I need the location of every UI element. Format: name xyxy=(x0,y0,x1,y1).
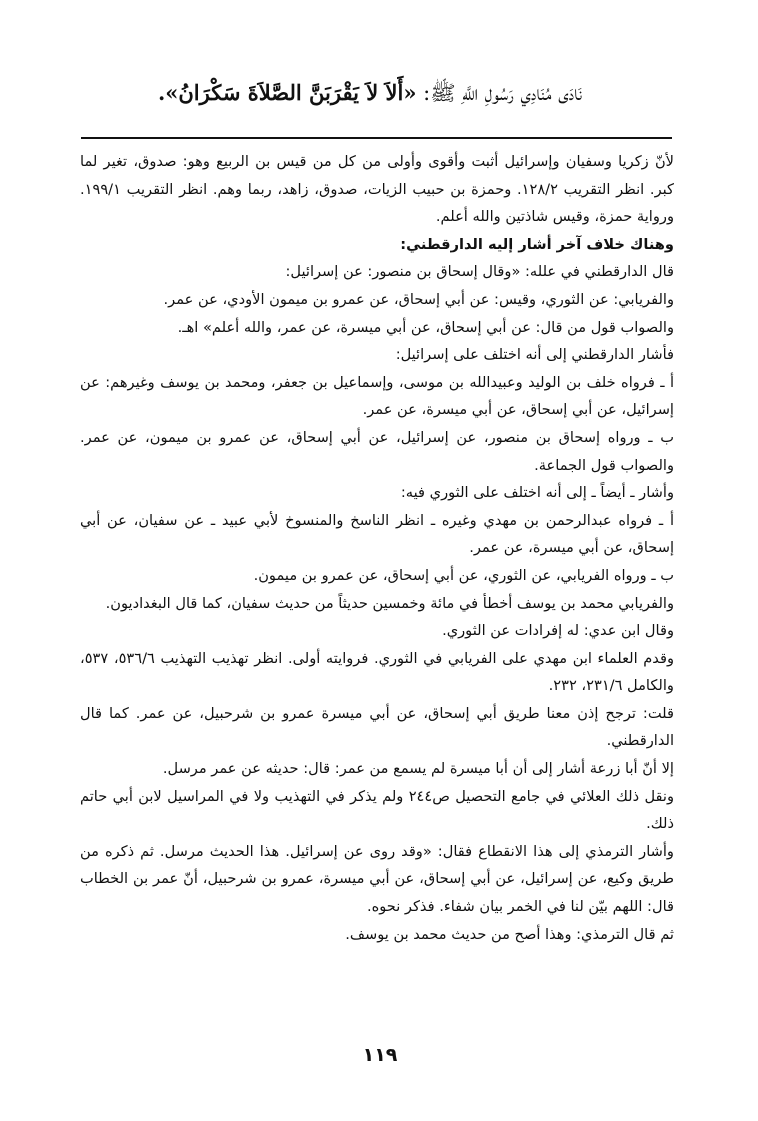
running-header xyxy=(120,78,620,108)
paragraph-17: ونقل ذلك العلائي في جامع التحصيل ص٢٤٤ ولم يذكر في التهذيب ولا في المراسيل لابن أبي حاتم ذلك. xyxy=(80,787,674,833)
paragraph-4: والفريابي: عن الثوري، وقيس: عن أبي إسحاق، عن عمرو بن ميمون الأودي، عن عمر. xyxy=(163,290,674,308)
page-number: ١١٩ xyxy=(362,1044,398,1066)
paragraph-3: قال الدارقطني في علله: «وقال إسحاق بن منصور: عن إسرائيل: xyxy=(285,263,674,281)
paragraph-18: وأشار الترمذي إلى هذا الانقطاع فقال: «وقد روى عن إسرائيل. هذا الحديث مرسل. ثم ذكره من طريق وكيع، عن إسرائيل، عن أبي إسحاق، عن أبي ميسرة، عمرو بن شرحبيل، أنّ عمر بن الخطاب قال: اللهم بيّن لنا في الخمر بيان شفاء. فذكر نحوه. xyxy=(80,842,674,916)
paragraph-7: أ ـ فرواه خلف بن الوليد وعبيدالله بن موسى، وإسماعيل بن جعفر، ومحمد بن يوسف وغيرهم: عن إسرائيل، عن أبي إسحاق، عن أبي ميسرة، عن عمر. xyxy=(80,373,674,419)
paragraph-5: والصواب قول من قال: عن أبي إسحاق، عن أبي ميسرة، عن عمر، والله أعلم» اهـ. xyxy=(177,318,674,336)
paragraph-12: والفريابي محمد بن يوسف أخطأ في مائة وخمسين حديثاً من حديث سفيان، كما قال البغداديون. xyxy=(105,594,674,612)
paragraph-15: قلت: ترجح إذن معنا طريق أبي إسحاق، عن أبي ميسرة عمرو بن شرحبيل، عن عمر. كما قال الدارقطني. xyxy=(80,704,674,750)
paragraph-13: وقال ابن عدي: له إفرادات عن الثوري. xyxy=(442,622,674,640)
header-divider xyxy=(81,137,672,139)
paragraph-14: وقدم العلماء ابن مهدي على الفريابي في الثوري. فروايته أولى. انظر تهذيب التهذيب ٥٣٦/٦، ٥٣٧، والكامل ٢٣١/٦، ٢٣٢. xyxy=(80,649,674,695)
paragraph-2: وهناك خلاف آخر أشار إليه الدارقطني: xyxy=(400,235,674,253)
paragraph-11: ب ـ ورواه الفريابي، عن الثوري، عن أبي إسحاق، عن عمرو بن ميمون. xyxy=(253,566,674,584)
paragraph-10: أ ـ فرواه عبدالرحمن بن مهدي وغيره ـ انظر الناسخ والمنسوخ لأبي عبيد ـ عن سفيان، عن أبي إسحاق، عن أبي ميسرة، عن عمر. xyxy=(80,511,674,557)
body-text xyxy=(80,148,674,1028)
paragraph-6: فأشار الدارقطني إلى أنه اختلف على إسرائيل: xyxy=(395,346,674,364)
paragraph-19: ثم قال الترمذي: وهذا أصح من حديث محمد بن يوسف. xyxy=(345,925,674,943)
header-quote: «أَلاَ لاَ يَقْرَبَنَّ الصَّلاَةَ سَكْرَانُ». xyxy=(157,80,417,105)
paragraph-9: وأشار ـ أيضاً ـ إلى أنه اختلف على الثوري فيه: xyxy=(400,484,674,502)
paragraph-8: ب ـ ورواه إسحاق بن منصور، عن إسرائيل، عن أبي إسحاق، عن عمرو بن ميمون، عن عمر. والصواب قول الجماعة. xyxy=(80,428,674,474)
header-text: نَادَى مُنَادِي رَسُولِ اللَّهِ ﷺ: xyxy=(423,81,583,105)
paragraph-1: لأنّ زكريا وسفيان وإسرائيل أثبت وأقوى وأولى من كل من قيس بن الربيع وهو: صدوق، تغير لما كبر. انظر التقريب ١٢٨/٢. وحمزة بن حبيب الزيات، صدوق، زاهد، ربما وهم. انظر التقريب ١٩٩/١. ورواية حمزة، وقيس شاذتين والله أعلم. xyxy=(80,153,674,226)
paragraph-16: إلا أنّ أبا زرعة أشار إلى أن أبا ميسرة لم يسمع من عمر: قال: حديثه عن عمر مرسل. xyxy=(162,760,674,778)
